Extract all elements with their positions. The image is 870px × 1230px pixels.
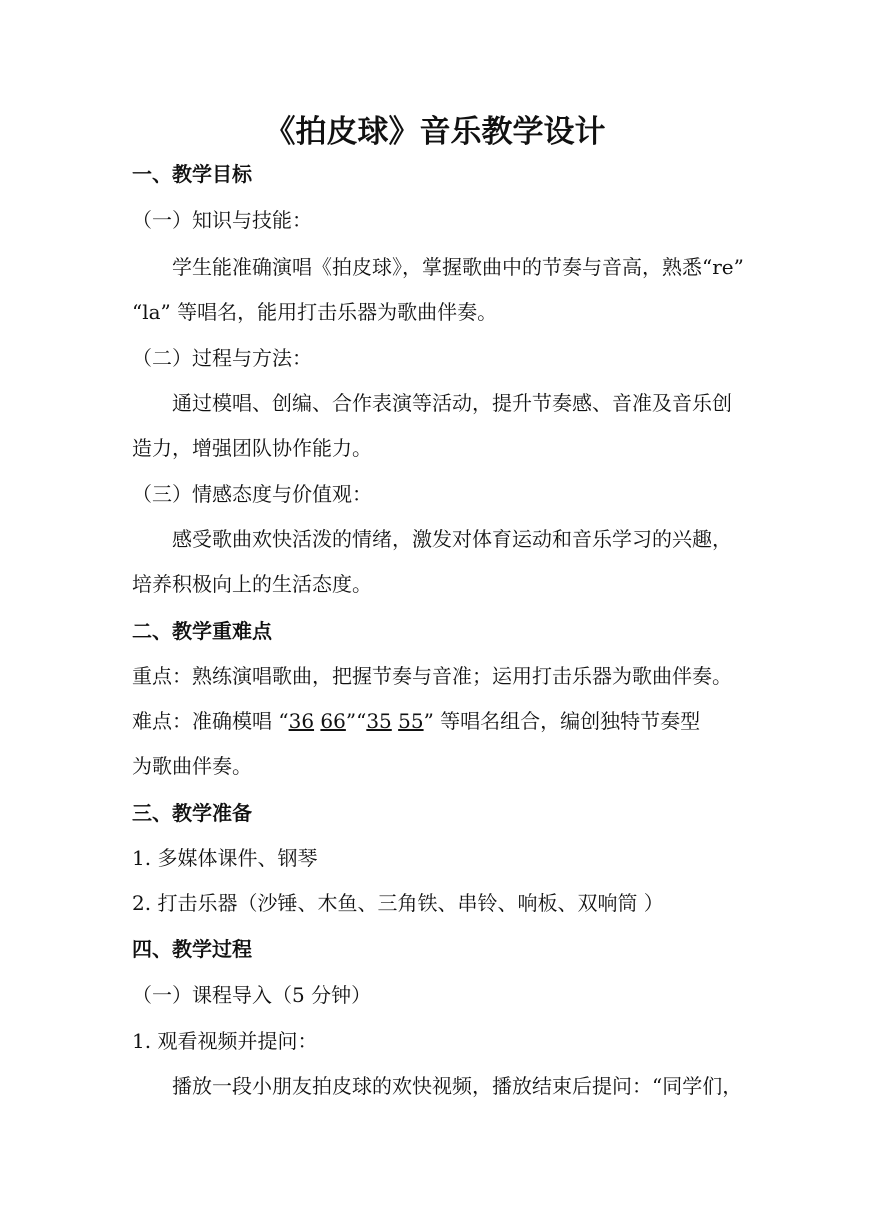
section-heading-objectives: 一、教学目标	[132, 162, 252, 186]
section-heading-preparation: 三、教学准备	[132, 801, 252, 825]
key-point-line: 重点：熟练演唱歌曲，把握节奏与音准；运用打击乐器为歌曲伴奏。	[132, 664, 732, 688]
subheading-process: （二）过程与方法：	[132, 346, 312, 370]
paragraph-line: “la” 等唱名，能用打击乐器为歌曲伴奏。	[132, 300, 498, 324]
difficulty-prefix: 难点：准确模唱 “	[132, 709, 289, 733]
subheading-attitude: （三）情感态度与价值观：	[132, 482, 372, 506]
paragraph-line: 造力，增强团队协作能力。	[132, 436, 372, 460]
section-heading-key-points: 二、教学重难点	[132, 619, 272, 643]
document-title: 《拍皮球》音乐教学设计	[264, 114, 606, 150]
paragraph-line: 播放一段小朋友拍皮球的欢快视频，播放结束后提问：“同学们，	[172, 1074, 743, 1098]
list-item: 1. 多媒体课件、钢琴	[132, 846, 318, 870]
solfege-group: 55	[398, 709, 424, 733]
paragraph-line: 通过模唱、创编、合作表演等活动，提升节奏感、音准及音乐创	[172, 391, 732, 415]
list-item: 2. 打击乐器（沙锤、木鱼、三角铁、串铃、响板、双响筒 ）	[132, 891, 664, 915]
subheading-knowledge: （一）知识与技能：	[132, 208, 312, 232]
paragraph-line: 培养积极向上的生活态度。	[132, 572, 372, 596]
paragraph-line: 学生能准确演唱《拍皮球》，掌握歌曲中的节奏与音高，熟悉“re”	[172, 255, 744, 279]
paragraph-line: 为歌曲伴奏。	[132, 754, 252, 778]
subheading-introduction: （一）课程导入（5 分钟）	[132, 983, 372, 1007]
solfege-group: 36	[288, 709, 315, 733]
paragraph-line: 感受歌曲欢快活泼的情绪，激发对体育运动和音乐学习的兴趣，	[172, 527, 732, 551]
difficulty-suffix: ” 等唱名组合，编创独特节奏型	[423, 709, 701, 733]
difficulty-line	[132, 707, 700, 735]
list-item: 1. 观看视频并提问：	[132, 1029, 318, 1053]
solfege-group: 66	[320, 709, 346, 733]
difficulty-mid: ”“	[345, 709, 367, 733]
solfege-group: 35	[366, 709, 392, 733]
section-heading-procedure: 四、教学过程	[132, 937, 252, 961]
